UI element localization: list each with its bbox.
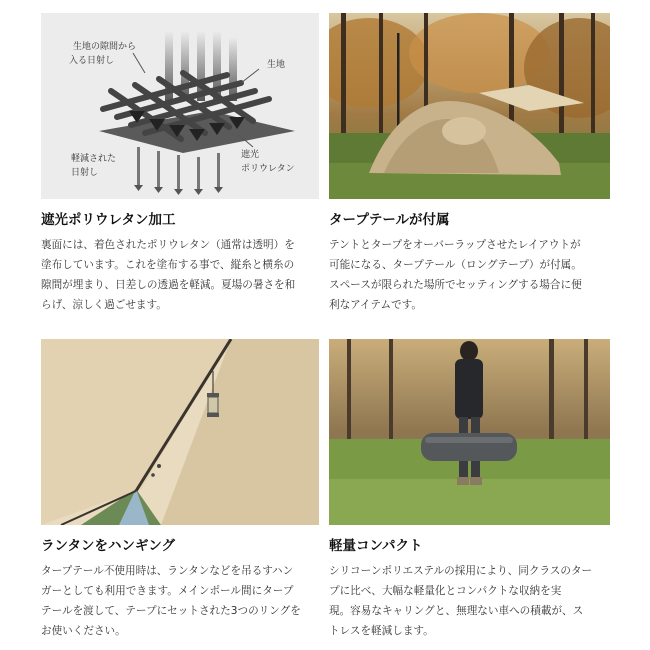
label-gap-sunlight-2: 入る日射し [69, 56, 115, 66]
reduced-rays [134, 147, 223, 195]
feature-title: 軽量コンパクト [329, 538, 423, 554]
body-line: 利なアイテムです。 [329, 299, 423, 311]
feature-body [41, 235, 321, 315]
label-gap-sunlight-1: 生地の隙間から [73, 42, 137, 52]
feature-body [329, 235, 614, 315]
feature-body [41, 561, 321, 641]
body-line: 現。容易なキャリングと、無理ない車への積載が、ス [329, 605, 584, 617]
label-coating-2: ポリウレタン [241, 164, 295, 174]
label-reduced-2: 日射し [71, 168, 99, 178]
body-line: お使いください。 [41, 625, 126, 637]
lantern-photo [41, 339, 319, 525]
body-line: テントとタープをオーバーラップさせたレイアウトが [329, 239, 581, 251]
body-line: トレスを軽減します。 [329, 625, 434, 637]
body-line: らげ、涼しく過ごせます。 [41, 299, 167, 311]
body-line: シリコーンポリエステルの採用により、同クラスのター [329, 565, 593, 577]
body-line: タープテール不使用時は、ランタンなどを吊るすハン [41, 565, 294, 577]
fabric-diagram-image [41, 13, 319, 199]
body-line: プに比べ、大幅な軽量化とコンパクトな収納を実 [329, 585, 562, 597]
tent-photo [329, 13, 610, 199]
body-line: 隙間が埋まり、日差しの透過を軽減。夏場の暑さを和 [41, 279, 296, 291]
feature-title: タープテールが付属 [329, 212, 450, 228]
carry-bag-photo [329, 339, 610, 525]
feature-body [329, 561, 614, 641]
label-fabric: 生地 [267, 60, 286, 70]
body-line: 塗布しています。これを塗布する事で、縦糸と横糸の [41, 259, 295, 271]
body-line: 可能になる、タープテール（ロングテープ）が付属。 [329, 259, 582, 271]
body-line: 裏面には、着色されたポリウレタン（通常は透明）を [41, 239, 295, 251]
label-coating-1: 遮光 [241, 150, 260, 160]
feature-title: ランタンをハンギング [41, 538, 176, 554]
body-line: スペースが限られた場所でセッティングする場合に便 [329, 279, 582, 291]
label-reduced-1: 軽減された [71, 154, 117, 164]
body-line: テールを渡して、テープにセットされた3つのリングを [41, 605, 301, 617]
feature-title: 遮光ポリウレタン加工 [41, 212, 176, 228]
body-line: ガーとしても利用できます。メインポール間にタープ [41, 585, 294, 597]
